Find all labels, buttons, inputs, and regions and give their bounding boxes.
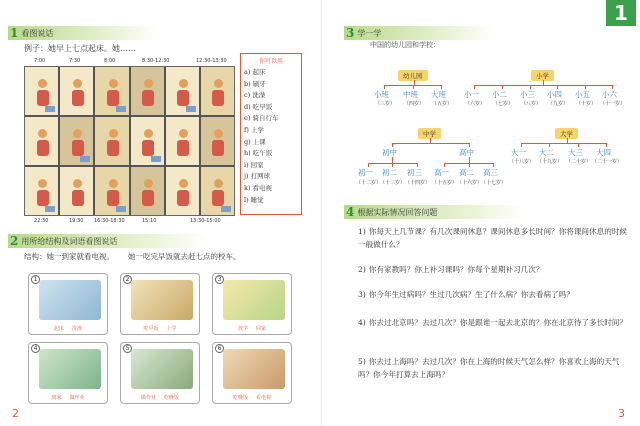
level-name: 中班	[403, 90, 418, 99]
level-age: （十二岁）	[356, 180, 382, 186]
university-label: 大学	[555, 128, 578, 139]
vocab-item: f) 上学	[244, 125, 265, 134]
breakfast-illustration	[131, 280, 193, 320]
comic-panel	[131, 67, 164, 115]
section2-title: 用所给结构及词语看图说话	[21, 236, 118, 246]
card-caption: 起床	[53, 326, 64, 332]
vocab-item: d) 吃早饭	[244, 102, 273, 111]
time-label: 22:30	[34, 218, 49, 224]
level-age: （十七岁）	[481, 180, 507, 186]
comic-panel	[95, 67, 128, 115]
card-number: 1	[31, 275, 40, 284]
time-label: 7:00	[34, 58, 46, 64]
vocab-item: b) 刷牙	[244, 79, 266, 88]
picture-card-1	[28, 273, 108, 335]
question-item	[358, 225, 628, 251]
vocab-title: 你可以用	[258, 58, 283, 65]
comic-panel	[60, 167, 93, 215]
section3-title: 学一学	[357, 28, 382, 38]
dinner-illustration	[131, 349, 193, 389]
question-item	[358, 288, 628, 301]
comic-panel	[166, 117, 199, 165]
level-age: （三岁）	[375, 101, 396, 107]
school-system-intro: 中国的幼儿园和学校：	[370, 41, 440, 49]
card-number: 5	[123, 344, 132, 353]
level-name: 小五	[575, 90, 590, 99]
vocab-item: j) 打网球	[244, 172, 271, 181]
vocab-item: c) 洗澡	[244, 91, 266, 100]
level-age: （十三岁）	[380, 180, 406, 186]
level-name: 大二	[539, 148, 554, 157]
card-caption: 洗澡	[72, 326, 83, 332]
level-age: （十四岁）	[405, 180, 431, 186]
question-number: 3)	[358, 290, 366, 299]
card-caption: 回家	[256, 326, 267, 332]
question-item	[358, 263, 628, 276]
section1-number: 1	[10, 26, 19, 40]
vocab-item: a) 起床	[244, 68, 266, 76]
level-age: （十五岁）	[432, 180, 458, 186]
card-number: 6	[215, 344, 224, 353]
comic-panel	[95, 117, 128, 165]
comic-panel	[25, 167, 58, 215]
question-number: 4)	[358, 318, 366, 327]
daily-routine-comic	[24, 66, 235, 216]
level-age: （七岁）	[493, 101, 514, 107]
time-label: 16:30-18:30	[94, 218, 125, 224]
question-item	[358, 355, 628, 381]
section2-header	[8, 234, 208, 248]
level-name: 初一	[358, 168, 373, 177]
question-number: 1)	[358, 227, 366, 236]
example-sentence: 例子：她早上七点起床。她……	[24, 44, 136, 53]
picture-card-4	[28, 342, 108, 404]
kindergarten-label: 幼儿园	[398, 70, 428, 81]
level-name: 高三	[483, 168, 498, 177]
structure-example: 她一吃完早饭就去赶七点的校车。	[128, 252, 241, 261]
comic-panel	[166, 67, 199, 115]
time-label: 13:30-15:00	[190, 218, 221, 224]
vocab-item: h) 吃午饭	[244, 149, 273, 158]
homework-illustration	[39, 349, 101, 389]
comic-panel	[95, 167, 128, 215]
time-label: 7:30	[69, 58, 81, 64]
level-age: （五岁）	[432, 101, 453, 107]
question-text: 你去过北京吗？去过几次？你是跟谁一起去北京的？你在北京待了多长时间？	[368, 318, 627, 327]
level-age: （四岁）	[404, 101, 425, 107]
card-caption: 上学	[166, 326, 177, 332]
question-number: 5)	[358, 357, 366, 366]
section3-header	[344, 26, 494, 40]
card-number: 3	[215, 275, 224, 284]
tv-illustration	[223, 349, 285, 389]
level-age: （十八岁）	[509, 159, 535, 165]
time-label: 19:30	[69, 218, 84, 224]
vocab-item: k) 看电视	[244, 183, 273, 192]
page-number-left: 2	[12, 407, 19, 420]
middle-group: 高中	[459, 148, 474, 157]
level-name: 小二	[492, 90, 507, 99]
structure-text: 结构：她一到家就看电视。	[24, 252, 114, 261]
comic-panel	[201, 167, 234, 215]
picture-card-5	[120, 342, 200, 404]
level-name: 初三	[407, 168, 422, 177]
card-caption: 看电视	[256, 395, 272, 401]
card-number: 2	[123, 275, 132, 284]
school-gate-illustration	[223, 280, 285, 320]
section1-header	[8, 26, 158, 40]
comic-panel	[25, 67, 58, 115]
question-number: 2)	[358, 265, 366, 274]
page-number-right: 3	[618, 407, 625, 420]
comic-panel	[201, 117, 234, 165]
card-number: 4	[31, 344, 40, 353]
unit-badge: 1	[606, 0, 636, 26]
comic-panel	[60, 67, 93, 115]
comic-panel	[60, 117, 93, 165]
comic-panel	[131, 167, 164, 215]
middle-group: 初中	[382, 148, 397, 157]
section2-number: 2	[10, 234, 19, 248]
question-text: 你去过上海吗？去过几次？你在上海的时候天气怎么样？你喜欢上海的天气吗？你今年打算去上海吗？	[358, 357, 620, 379]
vocab-item: l) 睡觉	[244, 195, 264, 204]
level-name: 大班	[431, 90, 446, 99]
level-name: 小三	[520, 90, 535, 99]
section4-title: 根据实际情况回答问题	[357, 207, 438, 217]
section1-title: 看图说话	[21, 28, 54, 38]
card-caption: 放学	[237, 326, 248, 332]
middle-school-label: 中学	[418, 128, 441, 139]
level-age: （十岁）	[576, 101, 597, 107]
level-name: 大一	[511, 148, 526, 157]
question-text: 你有家教吗？你上补习课吗？你每个星期补习几次？	[368, 265, 544, 274]
structure-line	[24, 251, 241, 262]
question-text: 你今年生过病吗？生过几次病？生了什么病？你去看病了吗？	[368, 290, 574, 299]
level-name: 小六	[602, 90, 617, 99]
primary-label: 小学	[531, 70, 554, 81]
card-caption: 做作业	[69, 395, 85, 401]
level-age: （二十一岁）	[592, 159, 623, 165]
comic-panel	[131, 117, 164, 165]
level-name: 小四	[547, 90, 562, 99]
level-age: （十一岁）	[600, 101, 626, 107]
level-age: （十六岁）	[457, 180, 483, 186]
time-label: 12:30-13:30	[196, 58, 227, 64]
comic-panel	[166, 167, 199, 215]
section4-header	[344, 205, 524, 219]
bathroom-illustration	[39, 280, 101, 320]
level-name: 小班	[374, 90, 389, 99]
comic-panel	[25, 117, 58, 165]
level-age: （六岁）	[465, 101, 486, 107]
vocab-item: e) 骑自行车	[244, 114, 279, 123]
comic-times-top	[24, 58, 235, 66]
level-age: （二十岁）	[566, 159, 592, 165]
card-caption: 到家	[51, 395, 62, 401]
level-age: （八岁）	[521, 101, 542, 107]
vocab-item: i) 回家	[244, 160, 264, 169]
level-age: （十九岁）	[537, 159, 563, 165]
level-name: 高一	[434, 168, 449, 177]
card-caption: 吃早饭	[143, 326, 159, 332]
picture-card-6	[212, 342, 292, 404]
section4-number: 4	[346, 205, 355, 219]
level-name: 大四	[596, 148, 611, 157]
level-age: （九岁）	[548, 101, 569, 107]
time-label: 8:00	[104, 58, 116, 64]
level-name: 高二	[459, 168, 474, 177]
time-label: 8:30-12:30	[142, 58, 170, 64]
level-name: 大三	[568, 148, 583, 157]
picture-card-3	[212, 273, 292, 335]
picture-card-2	[120, 273, 200, 335]
section3-number: 3	[346, 26, 355, 40]
vocab-box	[240, 53, 302, 215]
comic-panel	[201, 67, 234, 115]
card-caption: 做作业	[140, 395, 156, 401]
question-item	[358, 316, 628, 329]
question-text: 你每天上几节课？有几次课间休息？课间休息多长时间？你将课间休息的时候一般做什么？	[358, 227, 627, 249]
card-caption: 吃晚饭	[232, 395, 248, 401]
level-name: 小一	[464, 90, 479, 99]
card-caption: 吃晚饭	[164, 395, 180, 401]
comic-times-bottom	[24, 218, 235, 226]
time-label: 15:10	[142, 218, 157, 224]
level-name: 初二	[382, 168, 397, 177]
vocab-item: g) 上课	[244, 137, 266, 146]
